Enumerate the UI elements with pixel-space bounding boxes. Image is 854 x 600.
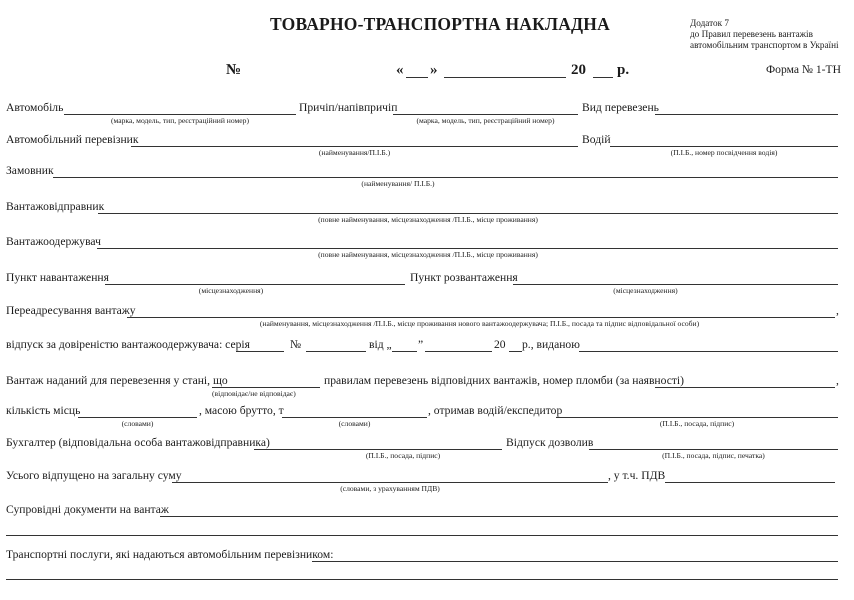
vat-field[interactable] [665, 482, 835, 483]
carrier-label: Автомобільний перевізник [6, 133, 139, 146]
consignor-field[interactable] [98, 213, 838, 214]
poa-issued-field[interactable] [579, 351, 838, 352]
cargo-compliance-field[interactable] [212, 387, 320, 388]
transport-services-field-2[interactable] [6, 579, 838, 580]
transport-type-field[interactable] [655, 114, 838, 115]
consignee-hint: (повне найменування, місцезнаходження /П.І.Б., місце проживання) [318, 250, 538, 259]
accompanying-docs-field-2[interactable] [6, 535, 838, 536]
annex-line-3: автомобільним транспортом в Україні [690, 40, 839, 50]
accompanying-docs-field[interactable] [160, 516, 838, 517]
transport-type-label: Вид перевезень [582, 101, 659, 114]
release-allowed-field[interactable] [589, 449, 838, 450]
poa-issued-label: р., виданою [522, 338, 580, 351]
loading-point-hint: (місцезнаходження) [198, 286, 264, 295]
poa-year-prefix: 20 [494, 338, 506, 351]
seal-number-field[interactable] [655, 387, 835, 388]
form-number: Форма № 1-ТН [766, 63, 841, 76]
poa-from-label: від „ [369, 338, 392, 351]
unloading-point-field[interactable] [513, 284, 838, 285]
date-year-field[interactable] [593, 77, 613, 78]
accountant-hint: (П.І.Б., посада, підпис) [365, 451, 441, 460]
poa-year-field[interactable] [509, 351, 522, 352]
total-sum-label: Усього відпущено на загальну суму [6, 469, 182, 482]
poa-day-field[interactable] [392, 351, 417, 352]
redirect-hint: (найменування, місцезнаходження /П.І.Б., місце проживання нового вантажоодержувача; П.І.Б., посада та підпис відповідальної особи) [259, 319, 700, 328]
unloading-point-label: Пункт розвантаження [410, 271, 518, 284]
customer-label: Замовник [6, 164, 54, 177]
customer-hint: (найменування/ П.І.Б.) [361, 179, 435, 188]
loading-point-label: Пункт навантаження [6, 271, 109, 284]
date-open-quote: « [396, 62, 404, 78]
cargo-compliance-hint: (відповідає/не відповідає) [212, 389, 296, 398]
cargo-rules-label: правилам перевезень відповідних вантажів, номер пломби (за наявності) [324, 374, 685, 387]
loading-point-field[interactable] [105, 284, 405, 285]
trailer-hint: (марка, модель, тип, реєстраційний номер) [416, 116, 555, 125]
annex-line-2: до Правил перевезень вантажів [690, 29, 813, 39]
received-by-hint: (П.І.Б., посада, підпис) [659, 419, 735, 428]
annex-note [690, 18, 839, 51]
gross-weight-field[interactable] [282, 417, 427, 418]
places-count-field[interactable] [78, 417, 197, 418]
consignee-label: Вантажоодержувач [6, 235, 101, 248]
date-suffix: р. [617, 62, 630, 78]
release-allowed-label: Відпуск дозволив [506, 436, 594, 449]
car-hint: (марка, модель, тип, реєстраційний номер) [110, 116, 250, 125]
driver-hint: (П.І.Б., номер посвідчення водія) [670, 148, 778, 157]
redirect-field[interactable] [127, 317, 835, 318]
car-label: Автомобіль [6, 101, 64, 114]
redirect-label: Переадресування вантажу [6, 304, 136, 317]
page-title: ТОВАРНО-ТРАНСПОРТНА НАКЛАДНА [270, 14, 610, 34]
total-sum-hint: (словами, з урахуванням ПДВ) [340, 484, 440, 493]
poa-close-quote: ” [418, 338, 424, 351]
poa-month-field[interactable] [425, 351, 492, 352]
poa-label: відпуск за довіреністю вантажоодержувача: серія [6, 338, 250, 351]
poa-series-field[interactable] [236, 351, 284, 352]
trailer-field[interactable] [393, 114, 578, 115]
date-close-quote: » [430, 62, 438, 78]
release-allowed-hint: (П.І.Б., посада, підпис, печатка) [662, 451, 765, 460]
annex-line-1: Додаток 7 [690, 18, 729, 28]
vat-label: , у т.ч. ПДВ [608, 469, 666, 482]
accountant-field[interactable] [254, 449, 502, 450]
consignor-hint: (повне найменування, місцезнаходження /П.І.Б., місце проживання) [318, 215, 538, 224]
gross-weight-hint: (словами) [338, 419, 371, 428]
waybill-number-sign: № [226, 62, 242, 78]
received-by-label: , отримав водій/експедитор [428, 404, 563, 417]
accompanying-docs-label: Супровідні документи на вантаж [6, 503, 169, 516]
received-by-field[interactable] [556, 417, 838, 418]
unloading-point-hint: (місцезнаходження) [613, 286, 678, 295]
accountant-label: Бухгалтер (відповідальна особа вантажовідправника) [6, 436, 270, 449]
driver-label: Водій [582, 133, 611, 146]
gross-weight-label: , масою брутто, т [199, 404, 284, 417]
total-sum-field[interactable] [172, 482, 608, 483]
poa-number-field[interactable] [306, 351, 366, 352]
trailer-label: Причіп/напівпричіп [299, 101, 398, 114]
seal-comma: , [836, 374, 839, 387]
transport-services-label: Транспортні послуги, які надаються автомобільним перевізником: [6, 548, 334, 561]
carrier-hint: (найменування/П.І.Б.) [318, 148, 391, 157]
driver-field[interactable] [610, 146, 838, 147]
places-count-label: кількість місць [6, 404, 81, 417]
redirect-comma: , [836, 304, 839, 317]
customer-field[interactable] [53, 177, 838, 178]
places-count-hint: (словами) [121, 419, 154, 428]
transport-services-field[interactable] [312, 561, 838, 562]
consignee-field[interactable] [97, 248, 838, 249]
date-year-prefix: 20 [571, 62, 586, 78]
cargo-state-label: Вантаж наданий для перевезення у стані, що [6, 374, 228, 387]
date-day-field[interactable] [406, 77, 428, 78]
date-month-field[interactable] [444, 77, 566, 78]
car-field[interactable] [64, 114, 296, 115]
carrier-field[interactable] [131, 146, 578, 147]
consignor-label: Вантажовідправник [6, 200, 105, 213]
poa-number-sign: № [290, 338, 302, 351]
